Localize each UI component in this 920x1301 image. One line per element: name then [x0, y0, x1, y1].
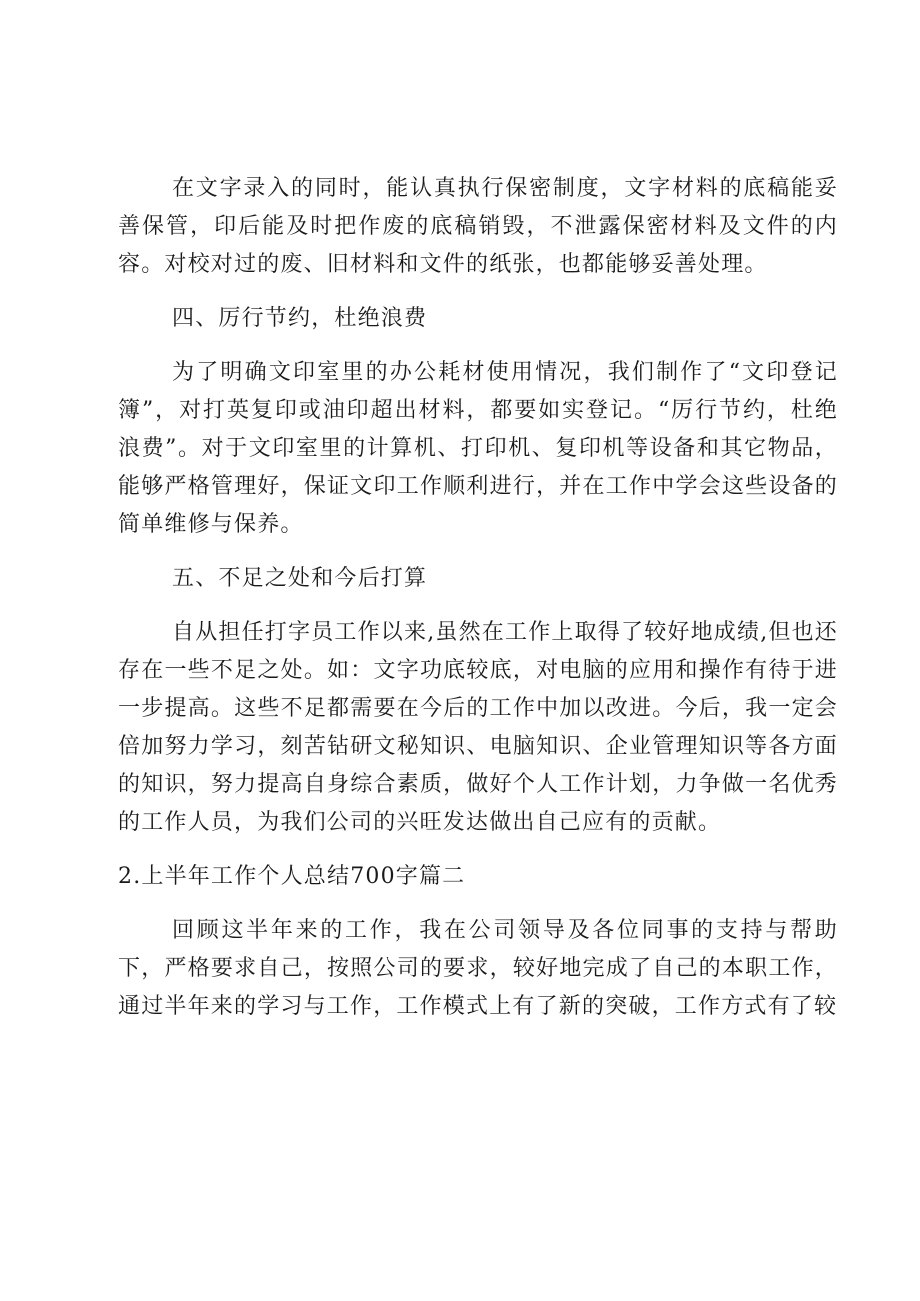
paragraph-confidentiality: 在文字录入的同时，能认真执行保密制度，文字材料的底稿能妥善保管，印后能及时把作废的底稿销毁，不泄露保密材料及文件的内容。对校对过的废、旧材料和文件的纸张，也都能够妥善处理。 — [118, 176, 838, 277]
paragraph-shortcomings: 自从担任打字员工作以来,虽然在工作上取得了较好地成绩,但也还存在一些不足之处。如：文字功底较底，对电脑的应用和操作有待于进一步提高。这些不足都需要在今后的工作中加以改进。今后，我一定会倍加努力学习，刻苦钻研文秘知识、电脑知识、企业管理知识等各方面的知识，努力提高自身综合素质，做好个人工作计划，力争做一名优秀的工作人员，为我们公司的兴旺发达做出自己应有的贡献。 — [118, 620, 838, 835]
section-title-part-two: 2.上半年工作个人总结700字篇二 — [118, 864, 466, 889]
document-body — [118, 170, 838, 1042]
paragraph-frugality: 为了明确文印室里的办公耗材使用情况，我们制作了“文印登记簿”，对打英复印或油印超出材料，都要如实登记。“厉行节约，杜绝浪费”。对于文印室里的计算机、打印机、复印机等设备和其它物品，能够严格管理好，保证文印工作顺利进行，并在工作中学会这些设备的简单维修与保养。 — [118, 360, 838, 537]
heading-section-four: 四、厉行节约，杜绝浪费 — [172, 306, 428, 331]
heading-section-five: 五、不足之处和今后打算 — [172, 566, 428, 591]
paragraph-review: 回顾这半年来的工作，我在公司领导及各位同事的支持与帮助下，严格要求自己，按照公司的要求，较好地完成了自己的本职工作，通过半年来的学习与工作，工作模式上有了新的突破，工作方式有了较 — [118, 918, 838, 1019]
